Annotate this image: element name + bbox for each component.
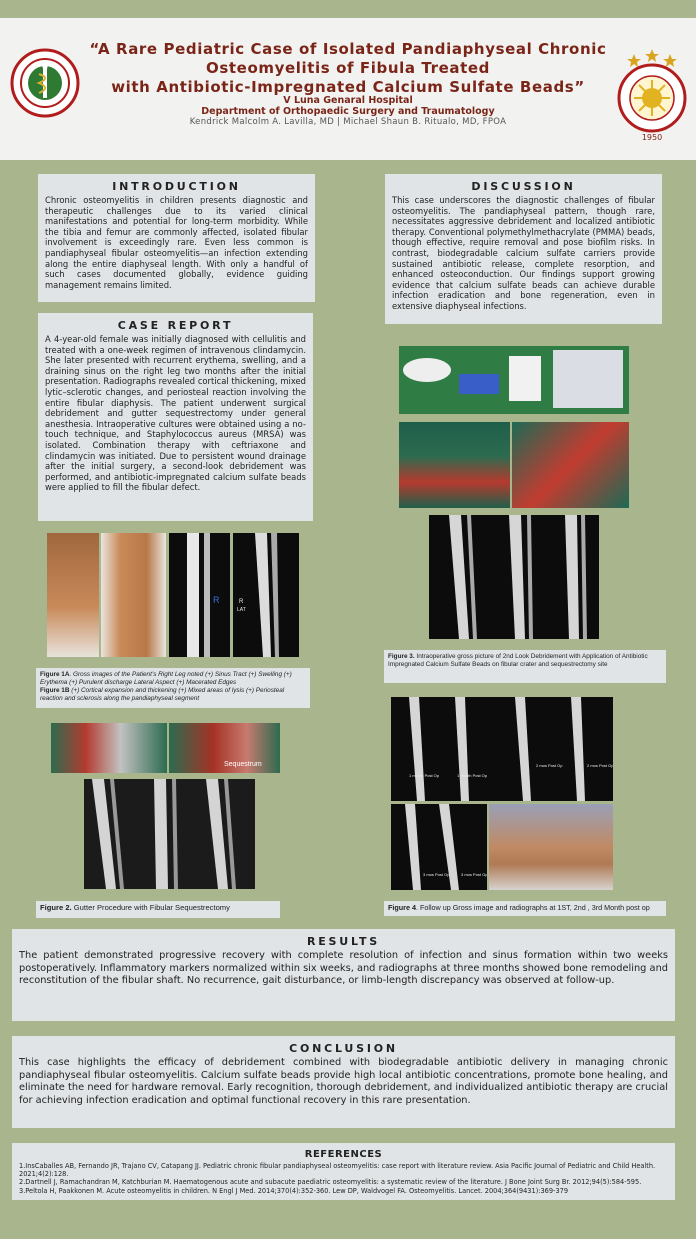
intraop-photo-2: [512, 422, 629, 508]
case-report-panel: [38, 313, 313, 521]
results-text: The patient demonstrated progressive recovery with complete resolution of infection and sinus formation within two weeks postoperatively. Inflammatory markers normalized within six weeks, and radiographs at three months showed bone remodeling and reconstitution of the fibular shaft. No recurrence, gait disturbance, or limb-length discrepancy was observed at follow-up.: [19, 950, 668, 987]
case-report-text: A 4-year-old female was initially diagnosed with cellulitis and treated with a one-week regimen of intravenous clindamycin. She later presented with recurrent erythema, swelling, and a draining sinus on the right leg two months after the initial presentation. Radiographs revealed cortical thickening, mixed lytic–sclerotic changes, and periosteal reaction involving the entire fibular diaphysis. The patient underwent surgical debridement and gutter sequestrectomy under general anesthesia. Intraoperative cultures were obtained using a no-touch technique, and Staphylococcus aureus (MRSA) was isolated. Combination therapy with ceftriaxone and clindamycin was initiated. Due to persistent wound drainage after the initial surgery, a second-look debridement was performed, and antibiotic-impregnated calcium sulfate beads were applied to fill the fibular defect.: [45, 334, 306, 493]
fig1a-label: Figure 1A: [40, 671, 70, 678]
xray-label-1: 1 month Post Op: [409, 773, 440, 778]
fig2-label: Figure 2.: [40, 903, 72, 912]
xray-lateral: [233, 533, 299, 657]
xray-ap: [169, 533, 230, 657]
svg-text:LAT: LAT: [237, 607, 246, 613]
fig1b-label: Figure 1B: [40, 687, 70, 694]
sequestrum-label: Sequestrum: [224, 761, 262, 768]
poster-title: [70, 40, 626, 97]
results-panel: [12, 929, 675, 1021]
fig1b-text: (+) Cortical expansion and thickening (+) Mixed areas of lysis (+) Periosteal reaction and sclerosis along the pandiaphyseal segment: [40, 687, 285, 702]
followup-leg-photo: [489, 804, 613, 890]
xray-label-6: 3 mos Post Op: [461, 872, 487, 877]
references-heading: REFERENCES: [304, 1149, 383, 1160]
figure-2-caption: [36, 901, 280, 918]
xray-label-2: 1 month Post Op: [457, 773, 488, 778]
conclusion-heading: CONCLUSION: [289, 1042, 398, 1055]
title-line-1: “A Rare Pediatric Case of Isolated Pandiaphyseal Chronic: [89, 40, 607, 58]
figure-4-caption: [384, 901, 666, 916]
fig4-label: Figure 4: [388, 903, 416, 912]
department-seal-logo: [614, 46, 690, 142]
discussion-panel: [385, 174, 662, 324]
intraop-xray-strip: [429, 515, 599, 639]
department-name: Department of Orthopaedic Surgery and Traumatology: [201, 106, 495, 117]
fig1a-text: . Gross images of the Patient’s Right Leg noted (+) Sinus Tract (+) Swelling (+) Erythema (+) Purulent discharge Lateral Aspect (+) Macerated Edges: [40, 671, 292, 686]
title-line-3: with Antibiotic-Impregnated Calcium Sulfate Beads”: [111, 78, 585, 96]
introduction-text: Chronic osteomyelitis in children presents diagnostic and therapeutic challenges due to its varied clinical manifestations and potential for long-term morbidity. While the tibia and femur are commonly affected, isolated fibular involvement is exceedingly rare. Even less common is pandiaphyseal fibular osteomyelitis—an infection extending along the entire diaphyseal length. With only a handful of such cases documented globally, evidence guiding management remains limited.: [45, 195, 308, 290]
leg-photo-lateral: [47, 533, 99, 657]
xray-label-5: 3 mos Post Op: [423, 872, 450, 877]
svg-text:R: R: [239, 599, 244, 605]
conclusion-panel: [12, 1036, 675, 1128]
fig4-text: . Follow up Gross image and radiographs at 1ST, 2nd , 3rd Month post op: [415, 903, 650, 912]
hospital-name: V Luna Genaral Hospital: [283, 95, 413, 106]
fig2-text: Gutter Procedure with Fibular Sequestrectomy: [71, 903, 230, 912]
xray-label-4: 2 mos Post Op: [587, 763, 613, 768]
author-list: Kendrick Malcolm A. Lavilla, MD | Michael Shaun B. Ritualo, MD, FPOA: [189, 117, 507, 127]
figure-1-caption: [36, 668, 310, 708]
poster-header: [0, 18, 696, 160]
discussion-heading: DISCUSSION: [471, 180, 576, 193]
seal-year: 1950: [641, 133, 663, 142]
references-panel: [12, 1143, 675, 1200]
fig3-label: Figure 3.: [388, 653, 415, 660]
leg-photo-anterior: [101, 533, 166, 657]
followup-xray-row-2: [391, 804, 487, 890]
introduction-heading: INTRODUCTION: [112, 180, 241, 193]
postop-xray-figure-2: [84, 779, 255, 889]
xray-label-3: 2 mos Post Op: [536, 763, 563, 768]
conclusion-text: This case highlights the efficacy of debridement combined with biodegradable antibiotic delivery in managing chronic pandiaphyseal fibular osteomyelitis. Calcium sulfate beads provide high local antibiotic concentrations, promote bone healing, and eliminate the need for hardware removal. Early recognition, thorough debridement, and individualized antibiotic therapy are crucial for achieving infection eradication and optimal functional recovery in this rare presentation.: [19, 1057, 668, 1106]
reference-item: 3.Peltola H, Paakkonen M. Acute osteomyelitis in children. N Engl J Med. 2014;370(4):352-360. Lew DP, Waldvogel FA. Osteomyelitis. Lancet. 2004;364(9431):369-379: [19, 1186, 569, 1195]
figure-3-caption: [384, 650, 666, 683]
intraop-photo-1: [399, 422, 510, 508]
results-heading: RESULTS: [306, 935, 381, 948]
surgery-photo-right: [169, 723, 280, 773]
introduction-panel: [38, 174, 315, 302]
fig3-text: Intraoperative gross picture of 2nd Look Debridement with Application of Antibiotic Impregnated Calcium Sulfate Beads on fibular crater and sequestrectomy site: [388, 653, 648, 668]
title-line-2: Osteomyelitis of Fibula Treated: [206, 59, 490, 77]
case-report-heading: CASE REPORT: [117, 319, 234, 332]
followup-xray-row-1: [391, 697, 613, 801]
reference-item: 2.Dartnell J, Ramachandran M, Katchburian M. Haematogenous acute and subacute paediatric osteomyelitis: a systematic review of the literature. J Bone Joint Surg Br. 2012;94(5):584-595.: [19, 1178, 642, 1187]
reference-item: 1.InsCaballes AB, Fernando JR, Trajano CV, Catapang JJ. Pediatric chronic fibular pandiaphyseal osteomyelitis: case report with literature review. Asia Pacific Journal of Pediatric and Child Health. 2021;4(2):128.: [19, 1162, 656, 1179]
xray-marker-r: R: [213, 595, 220, 605]
surgery-photo-left: [51, 723, 167, 773]
discussion-text: This case underscores the diagnostic challenges of fibular osteomyelitis. The pandiaphyseal pattern, though rare, necessitates aggressive debridement and localized antibiotic therapy. Conventional polymethylmethacrylate (PMMA) beads, though effective, require removal and pose biofilm risks. In contrast, biodegradable calcium sulfate carriers provide sustained antibiotic release, complete resorption, and enhanced osteoconduction. Our findings support growing evidence that calcium sulfate beads can achieve durable infection eradication and bone regeneration, even in extensive diaphyseal infections.: [392, 195, 655, 311]
calcium-sulfate-kit-photo: [399, 346, 629, 414]
